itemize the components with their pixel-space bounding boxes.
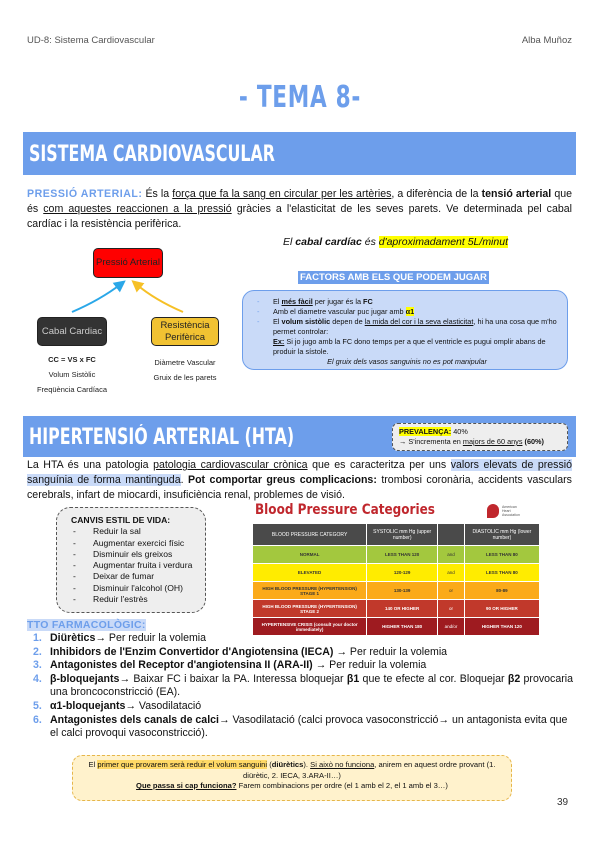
underlined-text: la mida del cor i la seva elasticitat [364,317,474,326]
underlined-text: força que fa la sang en circular per les artèries [172,188,392,200]
cell-operator: and [438,546,464,563]
bold-text: volum sistòlic [281,317,331,326]
prevalence-label: PREVALENÇA: [399,427,452,436]
text: El [273,317,282,326]
aha-logo-text: American Heart Association [502,505,520,517]
item-number: 5. [33,699,42,712]
factors-footer: El gruix dels vasos sanguinis no es pot manipular [327,357,487,366]
text: és [361,236,379,248]
drug-class: Inhibidors de l'Enzim Convertidor d'Angiotensina (IECA) [50,645,334,658]
text: → S'incrementa en [399,437,463,446]
cell-systolic: HIGHER THAN 180 [367,618,437,635]
heart-torch-icon [487,504,499,518]
bold-text: β2 [507,672,521,685]
diagram-node-resistencia-periferica: Resistència Perifèrica [151,317,219,346]
resistencia-details [140,355,230,385]
page-number: 39 [557,797,569,808]
text: que es caracteritza per uns [307,459,451,471]
text: El [273,297,282,306]
treatment-item [33,632,253,646]
cell-category: NORMAL [253,546,366,563]
text: gràcies a l'elasticitat de les seves parets. Ve determinada pel cabal cardíac i la resistència perifèrica. [27,203,572,230]
header-unit-title: UD-8: Sistema Cardiovascular [27,35,155,46]
underlined-text: Si això no funciona [310,760,375,769]
drug-effect: → Vasodilatació [125,699,202,712]
underlined-text: com aquestes reaccionen a la pressió [43,203,232,215]
text: El [88,760,98,769]
treatment-note-box [72,755,512,801]
text: que és [27,188,572,215]
column-header: DIASTOLIC mm Hg (lower number) [465,524,539,545]
lifestyle-item: - Augmentar exercici físic [71,538,195,549]
bold-text: (60%) [524,437,544,446]
treatment-item [33,673,573,700]
cell-category: ELEVATED [253,564,366,581]
table-row [253,600,539,617]
lifestyle-title: CANVIS ESTIL DE VIDA: [71,515,171,525]
section-heading: HIPERTENSIÓ ARTERIAL (HTA) [29,425,295,450]
term-label: PRESSIÓ ARTERIAL: [27,188,143,200]
table-row [253,546,539,563]
highlighted-text: primer que provarem serà reduir el volum sanguini [97,760,268,769]
text: per jugar és la [312,297,364,306]
detail-item: Gruix de les parets [153,373,217,382]
cabal-cardiac-details [27,352,117,397]
cell-systolic: 120-129 [367,564,437,581]
text: , anirem en aquest ordre provant (1. diürètic, 2. IECA, 3.ARA-II…) [243,760,496,780]
factor-item [257,317,557,357]
cell-diastolic: LESS THAN 80 [465,564,539,581]
lifestyle-item: - Disminuir els greixos [71,549,195,560]
column-header: BLOOD PRESSURE CATEGORY [253,524,366,545]
prevalence-box [392,423,568,451]
cell-diastolic: HIGHER THAN 120 [465,618,539,635]
formula: CC = VS x FC [48,355,96,364]
text: , hi ha una cosa que m'ho permet controlar: [273,317,557,336]
cell-systolic: 130-139 [367,582,437,599]
text: , a diferència de la [391,188,482,200]
aha-logo [487,502,527,522]
factor-item [257,297,557,307]
treatment-item [33,659,573,673]
section-heading: SISTEMA CARDIOVASCULAR [29,142,275,167]
drug-effect: → Per reduir la volemia [333,645,448,658]
table-header-row [253,524,539,545]
detail-item: Volum Sistòlic [48,370,96,379]
cell-diastolic: 90 OR HIGHER [465,600,539,617]
example-text: Si jo jugo amb la FC dono temps per a que el ventricle es pugui omplir abans de produir la sístole. [273,337,546,356]
factors-box [242,290,568,370]
lifestyle-item: - Reduir la sal [71,526,195,537]
drug-effect: → Per reduir la volemia [312,659,427,672]
lifestyle-item: - Disminuir l'alcohol (OH) [71,583,195,594]
factors-title: FACTORS AMB ELS QUE PODEM JUGAR [300,272,487,283]
drug-class: Diürètics [50,632,96,644]
drug-effect: → Vasodilatació (calci provoca vasoconstricció→ un antagonista evita que el calci provoqui vasoconstricció). [50,713,568,740]
cell-operator: and/or [438,618,464,635]
table-row [253,564,539,581]
highlighted-text: valors elevats de pressió sanguínia de forma mantinguda [27,459,573,486]
header-author: Alba Muñoz [521,35,572,46]
bold-text: Pot comportar greus complicacions: [188,474,377,486]
cell-diastolic: 80-89 [465,582,539,599]
treatment-item [33,646,573,660]
bold-text: diürètics [271,760,304,769]
text: ( [267,760,272,769]
item-number: 3. [33,659,42,672]
text: trombosi coronària, accidents vasculars cerebrals, infart de miocardi, insuficiència renal, problemes de visió. [27,474,572,501]
underlined-text: majors de 60 anys [462,437,523,446]
text: ). [303,760,311,769]
diagram-node-cabal-cardiac: Cabal Cardiac [37,317,107,346]
cell-operator: or [438,600,464,617]
bold-text: FC [363,297,373,306]
factor-item [257,307,557,317]
treatment-list [33,632,573,741]
text: Amb el diametre vascular puc jugar amb [273,307,406,316]
detail-item: Diàmetre Vascular [154,358,216,367]
lifestyle-item: - Reduir l'estrès [71,594,195,605]
cell-category: HIGH BLOOD PRESSURE (HYPERTENSION) STAGE 1 [253,582,366,599]
lifestyle-item: - Augmentar fruita i verdura [71,560,195,571]
cell-operator: or [438,582,464,599]
question-text: Que passa si cap funciona? [136,781,237,790]
item-number: 6. [33,713,42,726]
example-label: Ex: [273,337,285,346]
highlighted-text: d'aproximadament 5L/minut [378,236,508,248]
item-number: 1. [33,632,42,644]
underlined-text: patologia cardiovascular crònica [153,459,308,471]
lifestyle-item: - Deixar de fumar [71,571,195,582]
drug-class: β-bloquejants [50,672,120,685]
highlighted-text: α1 [405,307,415,316]
cell-category: HYPERTENSIVE CRISIS (consult your doctor immediately) [253,618,366,635]
lifestyle-box [56,507,206,613]
column-header [438,524,464,545]
bold-text: tensió arterial [481,188,552,200]
drug-effect: → Per reduir la volemia [95,632,207,644]
column-header: SYSTOLIC mm Hg (upper number) [367,524,437,545]
hta-paragraph [27,458,572,503]
bold-text: β1 [346,672,360,685]
cell-diastolic: LESS THAN 80 [465,546,539,563]
text: . [180,474,189,486]
treatment-item [33,714,573,741]
text: El [283,236,296,248]
text: que te efecte al cor. Bloquejar [359,672,508,685]
drug-effect: → Baixar FC i baixar la PA. Interessa bloquejar [119,672,347,685]
drug-class: α1-bloquejants [50,699,126,712]
detail-item: Freqüència Cardíaca [36,385,108,394]
page-title: - TEMA 8- [238,80,362,115]
table-row [253,582,539,599]
cell-operator: and [438,564,464,581]
text: La HTA és una patologia [27,459,154,471]
text: provocaria una broncoconstricció (EA). [50,672,574,699]
drug-class: Antagonistes del Receptor d'angiotensina II (ARA-II) [50,659,313,672]
item-number: 4. [33,672,42,685]
cell-category: HIGH BLOOD PRESSURE (HYPERTENSION) STAGE 2 [253,600,366,617]
cell-systolic: 140 OR HIGHER [367,600,437,617]
treatment-title: TTO FARMACOLÒGIC: [27,619,146,631]
drug-class: Antagonistes dels canals de calci [50,713,219,726]
diagram-node-pressio-arterial: Pressió Arterial [93,248,163,278]
prevalence-value: 40% [451,427,468,436]
cell-systolic: LESS THAN 120 [367,546,437,563]
text: depen de [330,317,365,326]
treatment-item [33,700,573,714]
text: És la [142,188,173,200]
item-number: 2. [33,645,42,658]
bp-table-title: Blood Pressure Categories [255,502,435,518]
underlined-text: més fàcil [281,297,313,306]
bold-text: cabal cardíac [295,236,362,248]
bp-categories-table [252,523,540,636]
text: Farem combinacions per ordre (el 1 amb el 2, el 1 amb el 3…) [236,781,448,790]
